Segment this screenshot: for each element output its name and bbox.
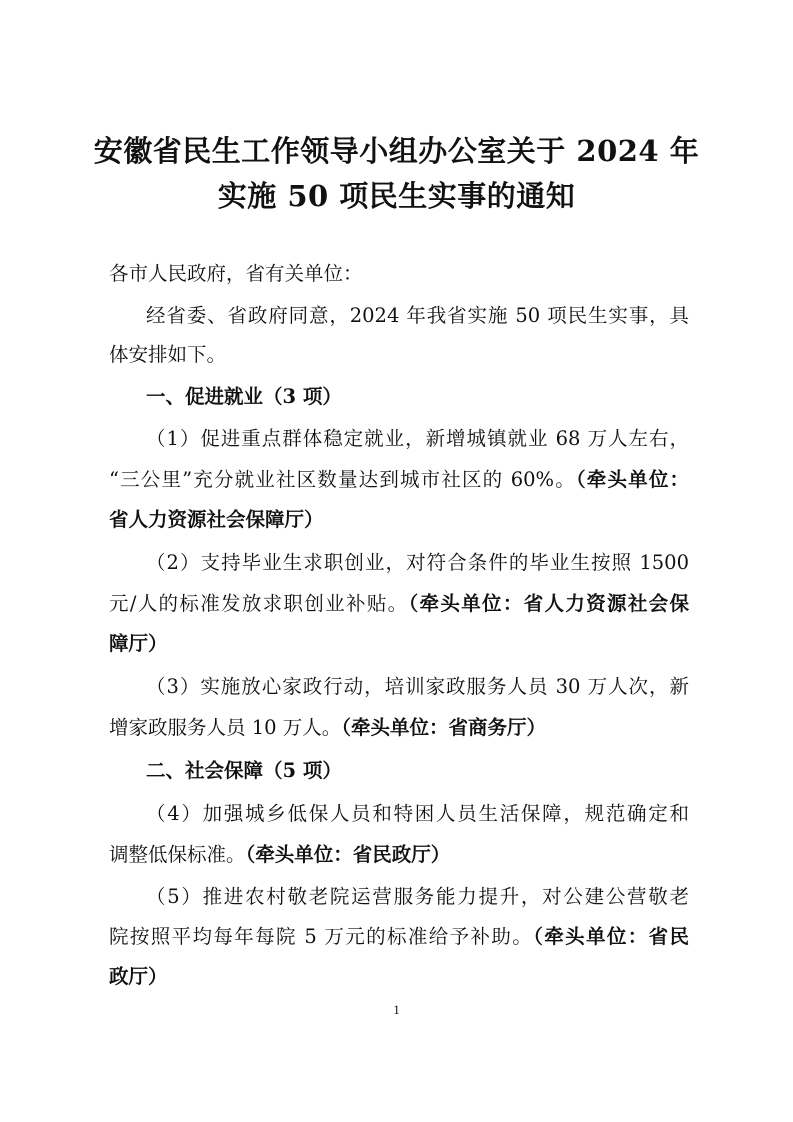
item-3-line-1: （3）实施放心家政行动，培训家政服务人员 30 万人次，新 — [146, 675, 689, 698]
document-title-line-1: 安徽省民生工作领导小组办公室关于 2024 年 — [93, 134, 700, 168]
item-2-lead-unit: （牵头单位：省人力资源社会保 — [408, 592, 689, 615]
item-3-text: 增家政服务人员 10 万人。 — [109, 716, 342, 739]
item-3-lead-unit: （牵头单位：省商务厅） — [341, 716, 546, 739]
item-5-line-2 — [109, 922, 689, 952]
item-1-line-1: （1）促进重点群体稳定就业，新增城镇就业 68 万人左右， — [146, 427, 689, 450]
item-4-text: 调整低保标准。 — [109, 843, 246, 866]
item-2-line-1: （2）支持毕业生求职创业，对符合条件的毕业生按照 1500 — [146, 551, 689, 574]
item-2-line-3: 障厅） — [109, 632, 168, 655]
intro-line-2: 体安排如下。 — [109, 343, 227, 366]
item-5-line-1: （5）推进农村敬老院运营服务能力提升，对公建公营敬老 — [146, 885, 689, 908]
item-5-lead-unit: （牵头单位：省民 — [533, 925, 689, 948]
section-2-heading: 二、社会保障（5 项） — [146, 759, 342, 782]
item-2-line-2 — [109, 589, 689, 619]
item-4-line-1: （4）加强城乡低保人员和特困人员生活保障，规范确定和 — [146, 802, 689, 825]
item-3-line-2 — [109, 713, 689, 743]
salutation: 各市人民政府，省有关单位： — [109, 262, 363, 285]
document-title-line-2: 实施 50 项民生实事的通知 — [217, 179, 576, 213]
item-1-lead-unit: （牵头单位： — [575, 468, 689, 491]
intro-line-1: 经省委、省政府同意，2024 年我省实施 50 项民生实事，具 — [146, 304, 689, 327]
item-1-line-3: 省人力资源社会保障厅） — [109, 508, 324, 531]
item-5-text: 院按照平均每年每院 5 万元的标准给予补助。 — [109, 925, 534, 948]
section-1-heading: 一、促进就业（3 项） — [146, 385, 342, 408]
item-4-lead-unit: （牵头单位：省民政厅） — [245, 843, 451, 866]
item-5-line-3: 政厅） — [109, 965, 168, 988]
item-1-text: “三公里”充分就业社区数量达到城市社区的 60%。 — [109, 468, 576, 491]
item-2-text: 元/人的标准发放求职创业补贴。 — [109, 592, 409, 615]
item-1-line-2 — [109, 465, 689, 495]
page-number: 1 — [393, 1002, 400, 1017]
item-4-line-2 — [109, 840, 689, 870]
